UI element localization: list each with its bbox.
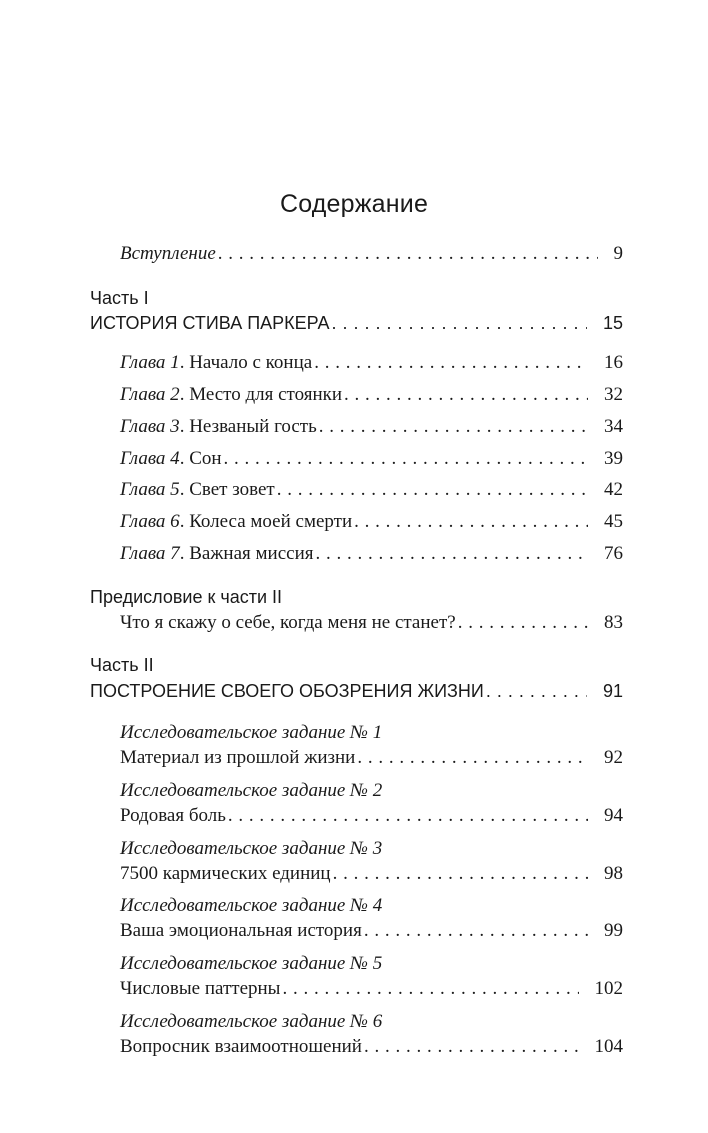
page-number: 98: [604, 863, 623, 884]
toc-entry-task[interactable]: [120, 977, 623, 1001]
page-number: 102: [594, 978, 623, 999]
dot-leader: [282, 977, 578, 1001]
dot-leader: [458, 611, 588, 635]
chapter-name: Незваный гость: [189, 416, 317, 437]
chapter-prefix: Глава 1: [120, 352, 180, 373]
part-title: ИСТОРИЯ СТИВА ПАРКЕРА: [90, 313, 330, 333]
task-caption: Исследовательское задание № 2: [120, 780, 383, 801]
dot-leader: [486, 679, 587, 703]
toc-entry-chapter[interactable]: Глава 5. Свет зовет . . . 42: [120, 478, 623, 502]
dot-leader: [364, 1035, 579, 1059]
part2-caption: Часть II: [90, 655, 154, 675]
toc-entry-intro[interactable]: [120, 242, 623, 266]
task-caption: Исследовательское задание № 6: [120, 1011, 383, 1032]
dot-leader: [344, 383, 588, 407]
task-name: Материал из прошлой жизни: [120, 747, 356, 768]
dot-leader: [218, 242, 598, 266]
toc-entry-part2[interactable]: [90, 679, 623, 703]
page-number: 39: [604, 448, 623, 469]
page-number: 32: [604, 384, 623, 405]
chapter-name: Начало с конца: [189, 352, 313, 373]
task-name: 7500 кармических единиц: [120, 863, 331, 884]
toc-entry-chapter[interactable]: Глава 3. Незваный гость . . . 34: [120, 415, 623, 439]
page-number: 15: [602, 313, 623, 333]
toc-entry-chapter[interactable]: Глава 7. Важная миссия . . . 76: [120, 542, 623, 566]
toc-entry-task[interactable]: [120, 804, 623, 828]
chapter-name: Колеса моей смерти: [189, 511, 353, 532]
dot-leader: [357, 746, 588, 770]
page-number: 94: [604, 805, 623, 826]
chapter-name: Свет зовет: [189, 479, 275, 500]
page-number: 45: [604, 511, 623, 532]
part1-caption: Часть I: [90, 288, 149, 308]
toc-entry-chapter[interactable]: Глава 2. Место для стоянки . . . 32: [120, 383, 623, 407]
page-number: 91: [602, 681, 623, 701]
page-number: 92: [604, 747, 623, 768]
dot-leader: [364, 919, 588, 943]
dot-leader: [224, 447, 588, 471]
task-name: Числовые паттерны: [120, 978, 281, 999]
page-number: 76: [604, 543, 623, 564]
task-name: Вопросник взаимоотношений: [120, 1036, 362, 1057]
toc-entry-chapter[interactable]: Глава 1. Начало с конца . . . 16: [120, 351, 623, 375]
chapter-prefix: Глава 3: [120, 416, 180, 437]
chapter-prefix: Глава 4: [120, 448, 180, 469]
toc-entry-task[interactable]: [120, 1035, 623, 1059]
chapter-prefix: Глава 7: [120, 543, 180, 564]
part-title: ПОСТРОЕНИЕ СВОЕГО ОБОЗРЕНИЯ ЖИЗНИ: [90, 681, 484, 701]
task-caption: Исследовательское задание № 3: [120, 838, 383, 859]
chapter-prefix: Глава 2: [120, 384, 180, 405]
toc-entry-task[interactable]: [120, 862, 623, 886]
toc-entry-part1[interactable]: [90, 311, 623, 335]
page-number: 34: [604, 416, 623, 437]
page-number: 42: [604, 479, 623, 500]
task-caption: Исследовательское задание № 5: [120, 953, 383, 974]
dot-leader: [319, 415, 588, 439]
toc-entry-foreword[interactable]: [120, 611, 623, 635]
toc-entry-chapter[interactable]: Глава 6. Колеса моей смерти . . . 45: [120, 510, 623, 534]
page-number: 9: [613, 243, 623, 264]
page-title: Содержание: [279, 190, 429, 218]
entry-label: Вступление: [120, 243, 216, 264]
dot-leader: [314, 351, 588, 375]
page-number: 83: [604, 612, 623, 633]
chapter-prefix: Глава 6: [120, 511, 180, 532]
page-number: 104: [594, 1036, 623, 1057]
dot-leader: [228, 804, 588, 828]
chapter-name: Сон: [189, 448, 222, 469]
dot-leader: [333, 862, 588, 886]
chapter-prefix: Глава 5: [120, 479, 180, 500]
toc-entry-chapter[interactable]: Глава 4. Сон . . . 39: [120, 447, 623, 471]
task-caption: Исследовательское задание № 1: [120, 722, 383, 743]
dot-leader: [315, 542, 588, 566]
dot-leader: [354, 510, 588, 534]
toc-entry-task[interactable]: [120, 746, 623, 770]
task-name: Ваша эмоциональная история: [120, 920, 362, 941]
foreword-caption: Предисловие к части II: [90, 587, 283, 607]
dot-leader: [277, 478, 588, 502]
task-name: Родовая боль: [120, 805, 226, 826]
dot-leader: [331, 311, 587, 335]
toc-entry-task[interactable]: [120, 919, 623, 943]
chapter-name: Место для стоянки: [189, 384, 343, 405]
page-number: 99: [604, 920, 623, 941]
page-number: 16: [604, 352, 623, 373]
chapter-name: Важная миссия: [189, 543, 314, 564]
task-caption: Исследовательское задание № 4: [120, 895, 383, 916]
entry-label: Что я скажу о себе, когда меня не станет?: [120, 612, 456, 633]
